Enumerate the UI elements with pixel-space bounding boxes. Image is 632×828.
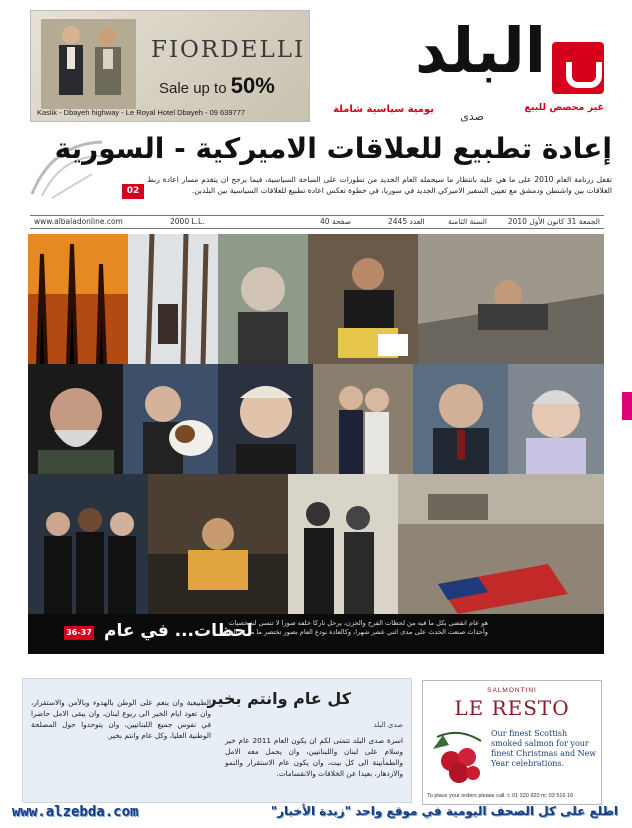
advert-sale-value: 50% (230, 73, 275, 98)
collage-photo-snow-forest (128, 234, 218, 364)
side-marker (622, 392, 632, 420)
fiordelli-advert[interactable] (30, 10, 310, 122)
editorial-label: صدى البلد (373, 721, 403, 729)
collage-page-badge: 36-37 (64, 626, 94, 640)
lead-summary: تقفل رزنامة العام 2010 على ما هي عليه بانتظار ما سيحمله العام الجديد من تطورات على الساحة السياسية، فيما يرجح ان يتقدم مسار اعادة ربط العلاقات بين واشنطن ودمشق مع تعيين السفير الاميركي الجديد في سوريا، في خطوة تعكس اعادة تطبيع للعلاقات السياسية بين البلدين. (147, 175, 613, 195)
advert-address: Kaslik - Dbayeh highway - Le Royal Hotel Dbayeh - 09 639777 (37, 108, 246, 117)
advert-le-resto: LE RESTO (454, 696, 570, 720)
collage-photo-rescue (418, 234, 604, 364)
christmas-berries-icon (429, 727, 489, 789)
collage-photo-obama-summit (28, 474, 148, 614)
collage-photo-couple (313, 364, 413, 474)
le-resto-advert[interactable] (422, 680, 602, 805)
collage-caption-title[interactable]: لحظات... في عام (104, 621, 253, 641)
editorial-title[interactable]: كل عام وانتم بخير (207, 689, 351, 708)
collage-photo-fire (28, 234, 128, 364)
collage-photo-queen (508, 364, 604, 474)
website-link[interactable]: www.albaladonline.com (34, 217, 123, 226)
collage-photo-castro (28, 364, 123, 474)
advert-phone: To place your orders please call: t: 01 320 920 m: 03 516 16 (427, 793, 574, 799)
footer-website-link[interactable]: www.alzebda.com (12, 804, 139, 820)
advert-brand: FIORDELLI (151, 37, 306, 63)
advert-models-illustration (41, 19, 136, 109)
tagline-not-for-sale: غير محصص للبيع (524, 102, 604, 113)
advert-salmontini: SALMONTINI (487, 687, 537, 694)
editorial-column-left: الطبيعية وان ينعم على الوطن بالهدوء وبالأمن والاستقرار، وان تعود ايام الخير الى ربوع لبنان، وان يبقى الامل حاضرا في نفوس جميع اللبنانيين، وان يتوحدوا حول المصلحة الوطنية العليا، وكل عام وانتم بخير. (31, 698, 211, 740)
collage-caption-text: هو عام انقضى بكل ما فيه من لحظات الفرح والحزن، يرحل تاركا خلفه صورا لا تنسى لشخصيات وأحداث صنعت الحدث على مدى اثني عشر شهرا، وكالعادة نودع العام بصور تختصر ما مر به العالم. (219, 619, 488, 636)
newspaper-logo[interactable] (324, 14, 604, 125)
collage-photo-mine-rescue (148, 474, 288, 614)
editorial-column-right: اسرة صدى البلد تتمنى لكم ان يكون العام 2011 عام خير وسلام على لبنان واللبنانيين، وان يحمل معه الامل والطمأنينة الى كل بيت، وان يكون عام الاستقرار والنمو والازدهار، بعيدا عن الخلافات والانقسامات. (225, 736, 403, 778)
tagline-sada: صدى (460, 110, 484, 123)
issue-year: السنة الثامنة (448, 217, 487, 226)
footer-promo[interactable]: اطلع على كل الصحف اليومية في موقع واحد "زبدة الأخبار" (270, 804, 618, 818)
editorial-box[interactable] (22, 678, 412, 803)
collage-photo-assange (218, 364, 313, 474)
collage-photo-protester (218, 234, 308, 364)
collage-photo-flag-field (398, 474, 604, 614)
issue-number: العدد 2445 (388, 217, 425, 226)
tagline-daily: يومية سياسية شاملة (333, 104, 434, 115)
collage-photo-crowd (288, 474, 398, 614)
issue-pages: 40 صفحة (320, 217, 351, 226)
issue-info-strip (30, 215, 604, 229)
advert-sale (159, 73, 275, 99)
issue-date: الجمعة 31 كانون الأول 2010 (507, 217, 600, 226)
lead-page-badge: 02 (122, 184, 144, 199)
issue-price: 2000 L.L. (170, 217, 205, 226)
advert-sale-prefix: Sale up to (159, 80, 227, 97)
collage-photo-assad (413, 364, 508, 474)
lead-story[interactable] (22, 130, 612, 212)
collage-photo-putin-dog (123, 364, 218, 474)
newspaper-name: البلد (415, 14, 546, 87)
advert-copy: Our finest Scottish smoked salmon for your finest Christmas and New Year celebrations. (491, 729, 597, 768)
logo-mark-icon (552, 42, 604, 94)
lead-headline[interactable]: إعادة تطبيع للعلاقات الاميركية - السورية (54, 132, 612, 165)
collage-photo-ballot (308, 234, 418, 364)
year-review-collage[interactable] (28, 234, 604, 654)
